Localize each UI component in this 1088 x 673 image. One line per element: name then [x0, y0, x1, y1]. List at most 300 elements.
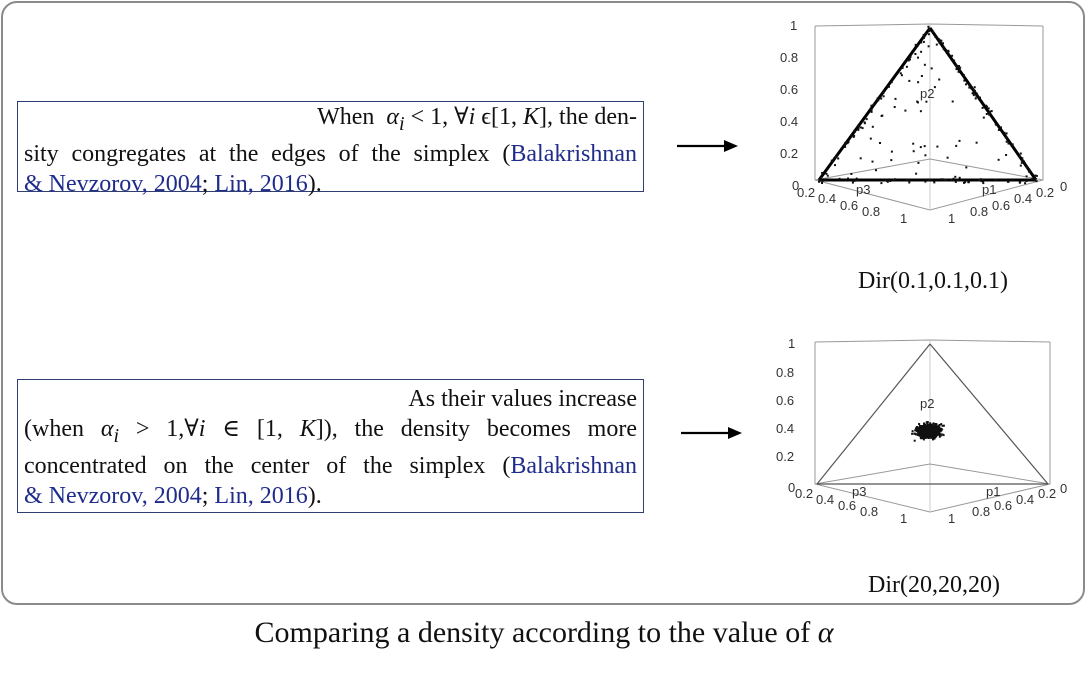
text: ;	[201, 482, 215, 509]
scatter-point	[856, 178, 858, 180]
scatter-point	[919, 429, 921, 431]
scatter-point	[972, 92, 974, 94]
scatter-point	[970, 87, 972, 89]
scatter-point	[1006, 132, 1008, 134]
scatter-point	[908, 182, 910, 184]
scatter-point	[934, 36, 936, 38]
text: ϵ[1,	[475, 104, 524, 130]
citation-link[interactable]: Lin, 2016	[214, 170, 308, 197]
scatter-point	[911, 433, 913, 435]
scatter-point	[936, 430, 938, 432]
scatter-point	[973, 93, 975, 95]
p3-axis-ticks	[797, 185, 907, 226]
tick-label: 0.6	[838, 498, 857, 513]
textbox-line	[24, 481, 637, 511]
scatter-point	[920, 146, 922, 148]
text: concentrated on the center of the simplex (	[24, 452, 511, 479]
variable: K	[299, 416, 316, 442]
scatter-point	[925, 428, 927, 430]
axis-label-p1: p1	[986, 484, 1001, 499]
textbox-line	[24, 102, 637, 139]
tick-label: 0.6	[992, 198, 1011, 213]
axis-label-p3: p3	[852, 484, 867, 499]
scatter-point	[963, 74, 965, 76]
scatter-point	[915, 429, 917, 431]
scatter-point	[1019, 182, 1021, 184]
scatter-point	[916, 426, 918, 428]
scatter-point	[921, 432, 923, 434]
edge-density-textbox	[17, 101, 644, 197]
scatter-point	[834, 164, 836, 166]
scatter-point	[918, 431, 920, 433]
scatter-point	[827, 175, 829, 177]
scatter-point	[919, 425, 921, 427]
scatter-point	[901, 74, 903, 76]
scatter-point	[963, 80, 965, 82]
tick-label: 0	[1060, 179, 1068, 194]
scatter-point	[857, 129, 859, 131]
scatter-point	[1028, 171, 1030, 173]
scatter-point	[877, 99, 879, 101]
scatter-point	[955, 145, 957, 147]
tick-label: 0.6	[994, 498, 1013, 513]
axis-label-p2: p2	[920, 396, 935, 411]
scatter-point	[846, 141, 848, 143]
scatter-point	[988, 114, 990, 116]
citation-link[interactable]: Balakrishnan	[510, 140, 637, 167]
scatter-point	[948, 50, 950, 52]
scatter-point	[932, 31, 934, 33]
dirichlet-label: Dir(20,20,20)	[868, 572, 1000, 598]
scatter-point	[1021, 162, 1023, 164]
scatter-point	[923, 436, 925, 438]
scatter-point	[976, 95, 978, 97]
scatter-point	[959, 67, 961, 69]
scatter-point	[955, 181, 957, 183]
scatter-points	[818, 26, 1038, 184]
scatter-point	[922, 427, 924, 429]
scatter-point	[1031, 178, 1033, 180]
scatter-point	[1005, 154, 1007, 156]
scatter-point	[821, 182, 823, 184]
scatter-point	[906, 179, 908, 181]
scatter-point	[826, 173, 828, 175]
tick-label: 0.8	[780, 50, 799, 65]
scatter-point	[914, 440, 916, 442]
tick-label: 0.4	[776, 421, 795, 436]
scatter-point	[921, 75, 923, 77]
textbox-line	[24, 139, 637, 169]
tick-label: 0.6	[780, 82, 799, 97]
scatter-point	[850, 173, 852, 175]
scatter-point	[923, 423, 925, 425]
tick-label: 0.2	[797, 185, 816, 200]
scatter-point	[818, 181, 820, 183]
tick-label: 0	[788, 480, 796, 495]
scatter-point	[986, 106, 988, 108]
scatter-point	[931, 67, 933, 69]
scatter-point	[871, 111, 873, 113]
scatter-point	[976, 142, 978, 144]
scatter-point	[928, 30, 930, 32]
scatter-point	[947, 157, 949, 159]
scatter-point	[1019, 155, 1021, 157]
subscript: i	[399, 112, 405, 135]
scatter-point	[956, 66, 958, 68]
variable: i	[198, 416, 206, 442]
scatter-point	[942, 434, 944, 436]
scatter-point	[879, 142, 881, 144]
scatter-point	[915, 44, 917, 46]
scatter-point	[906, 66, 908, 68]
scatter-point	[820, 179, 822, 181]
scatter-point	[870, 105, 872, 107]
scatter-point	[847, 178, 849, 180]
scatter-point	[998, 159, 1000, 161]
tick-label: 0.8	[972, 504, 991, 519]
tick-label: 1	[948, 511, 956, 526]
scatter-point	[925, 32, 927, 34]
text: < 1, ∀	[404, 104, 469, 130]
scatter-point	[927, 421, 929, 423]
scatter-point	[940, 423, 942, 425]
tick-label: 1	[900, 211, 908, 226]
scatter-point	[872, 161, 874, 163]
scatter-point	[988, 107, 990, 109]
scatter-point	[909, 58, 911, 60]
simplex-triangle	[819, 28, 1036, 180]
scatter-point	[942, 178, 944, 180]
scatter-point	[974, 86, 976, 88]
scatter-point	[917, 81, 919, 83]
text: As their values increase	[408, 386, 637, 412]
scatter-point	[870, 108, 872, 110]
scatter-point	[908, 80, 910, 82]
scatter-point	[1021, 157, 1023, 159]
scatter-point	[852, 182, 854, 184]
scatter-point	[991, 110, 993, 112]
scatter-point	[940, 40, 942, 42]
scatter-point	[959, 177, 961, 179]
scatter-point	[872, 126, 874, 128]
text: ;	[201, 170, 215, 197]
scatter-point	[975, 92, 977, 94]
scatter-point	[916, 101, 918, 103]
scatter-point	[958, 71, 960, 73]
scatter-point	[923, 36, 925, 38]
scatter-point	[933, 432, 935, 434]
scatter-point	[982, 107, 984, 109]
text: ).	[307, 482, 322, 509]
scatter-point	[995, 124, 997, 126]
variable: K	[523, 104, 540, 130]
scatter-point	[930, 180, 932, 182]
scatter-point	[924, 181, 926, 183]
scatter-point	[870, 138, 872, 140]
scatter-point	[928, 33, 930, 35]
simplex-triangle	[817, 344, 1048, 484]
textbox-line	[24, 414, 637, 451]
textbox-line	[24, 451, 637, 481]
scatter-point	[942, 42, 944, 44]
scatter-point	[965, 166, 967, 168]
scatter-point	[1036, 180, 1038, 182]
scatter-point	[885, 179, 887, 181]
scatter-point	[952, 101, 954, 103]
scatter-point	[998, 129, 1000, 131]
dirichlet-concentrated-scatter-plot	[770, 332, 1080, 532]
scatter-point	[860, 157, 862, 159]
scatter-point	[920, 42, 922, 44]
scatter-point	[950, 179, 952, 181]
scatter-point	[1012, 143, 1014, 145]
scatter-point	[917, 162, 919, 164]
scatter-point	[837, 158, 839, 160]
scatter-point	[862, 127, 864, 129]
scatter-point	[936, 146, 938, 148]
tick-label: 0	[1060, 481, 1068, 496]
tick-label: 0.4	[816, 492, 835, 507]
scatter-point	[857, 125, 859, 127]
scatter-point	[978, 179, 980, 181]
scatter-point	[933, 426, 935, 428]
scatter-point	[904, 110, 906, 112]
alpha-symbol: α	[817, 616, 834, 649]
scatter-point	[821, 172, 823, 174]
text: ]), the density becomes more	[315, 416, 637, 442]
scatter-point	[924, 434, 926, 436]
p1-axis-ticks	[948, 179, 1067, 226]
scatter-point	[928, 28, 930, 30]
text: > 1,∀	[119, 416, 199, 442]
scatter-point	[881, 115, 883, 117]
scatter-point	[888, 86, 890, 88]
axis-label-p1: p1	[982, 182, 997, 197]
scatter-point	[928, 429, 930, 431]
scatter-point	[880, 98, 882, 100]
scatter-point	[835, 156, 837, 158]
figure-caption	[0, 616, 1088, 650]
scatter-point	[965, 83, 967, 85]
scatter-point	[923, 41, 925, 43]
citation-link[interactable]: Balakrishnan	[510, 452, 637, 479]
scatter-point	[931, 428, 933, 430]
scatter-point	[936, 44, 938, 46]
scatter-point	[925, 101, 927, 103]
citation-link[interactable]: & Nevzorov, 2004	[24, 482, 202, 509]
scatter-point	[940, 430, 942, 432]
tick-label: 0.2	[1036, 185, 1055, 200]
scatter-point	[937, 425, 939, 427]
tick-label: 1	[788, 336, 796, 351]
p2-axis-ticks	[776, 336, 795, 495]
scatter-point	[1020, 165, 1022, 167]
scatter-point	[940, 428, 942, 430]
scatter-point	[918, 423, 920, 425]
scatter-point	[874, 103, 876, 105]
scatter-point	[959, 69, 961, 71]
scatter-point	[853, 136, 855, 138]
scatter-point	[913, 150, 915, 152]
scatter-point	[902, 67, 904, 69]
scatter-point	[1026, 166, 1028, 168]
scatter-point	[887, 181, 889, 183]
scatter-point	[912, 143, 914, 145]
tick-label: 1	[900, 511, 908, 526]
scatter-point	[889, 180, 891, 182]
tick-label: 0.8	[860, 504, 879, 519]
scatter-point	[882, 92, 884, 94]
scatter-point	[921, 434, 923, 436]
scatter-point	[929, 422, 931, 424]
scatter-point	[844, 144, 846, 146]
scatter-point	[951, 55, 953, 57]
variable: i	[468, 104, 476, 130]
tick-label: 0.2	[780, 146, 799, 161]
scatter-point	[848, 141, 850, 143]
scatter-point	[924, 154, 926, 156]
scatter-point	[891, 151, 893, 153]
tick-label: 1	[790, 18, 798, 33]
dirichlet-label: Dir(0.1,0.1,0.1)	[858, 268, 1008, 294]
text: ).	[307, 170, 322, 197]
scatter-point	[1005, 137, 1007, 139]
scatter-point	[1036, 175, 1038, 177]
tick-label: 0.4	[1014, 191, 1033, 206]
scatter-point	[900, 72, 902, 74]
scatter-point	[875, 169, 877, 171]
scatter-point	[981, 179, 983, 181]
text: When	[317, 104, 375, 130]
scatter-point	[968, 87, 970, 89]
textbox-line	[24, 169, 637, 199]
scatter-point	[943, 48, 945, 50]
scatter-point	[986, 113, 988, 115]
scatter-point	[995, 179, 997, 181]
scatter-point	[943, 46, 945, 48]
scatter-point	[927, 26, 929, 28]
scatter-point	[839, 178, 841, 180]
scatter-point	[935, 436, 937, 438]
scatter-point	[910, 56, 912, 58]
tick-label: 0.6	[776, 393, 795, 408]
scatter-point	[1008, 181, 1010, 183]
scatter-point	[939, 436, 941, 438]
right-arrow-icon	[680, 423, 744, 443]
scatter-point	[894, 178, 896, 180]
tick-label: 0.2	[1038, 486, 1057, 501]
scatter-point	[928, 45, 930, 47]
scatter-point	[920, 51, 922, 53]
scatter-point	[973, 89, 975, 91]
scatter-point	[890, 159, 892, 161]
text: sity congregates at the edges of the simplex (	[24, 140, 511, 167]
scatter-point	[924, 64, 926, 66]
scatter-point	[927, 424, 929, 426]
scatter-point	[1026, 175, 1028, 177]
scatter-point	[858, 127, 860, 129]
axis-label-p2: p2	[920, 86, 935, 101]
scatter-point	[880, 182, 882, 184]
citation-link[interactable]: Lin, 2016	[214, 482, 308, 509]
scatter-point	[860, 126, 862, 128]
scatter-point	[924, 145, 926, 147]
scatter-point	[914, 53, 916, 55]
scatter-point	[925, 431, 927, 433]
scatter-point	[939, 433, 941, 435]
scatter-point	[954, 176, 956, 178]
tick-label: 0.6	[840, 198, 859, 213]
tick-label: 1	[948, 211, 956, 226]
scatter-point	[824, 179, 826, 181]
text: ], the den-	[539, 104, 637, 130]
scatter-point	[929, 434, 931, 436]
scatter-point	[938, 79, 940, 81]
tick-label: 0.8	[776, 365, 795, 380]
scatter-point	[920, 110, 922, 112]
scatter-point	[959, 140, 961, 142]
p2-axis-ticks	[780, 18, 799, 193]
scatter-point	[1008, 142, 1010, 144]
scatter-point	[914, 433, 916, 435]
scatter-point	[894, 106, 896, 108]
tick-label: 0.2	[776, 449, 795, 464]
scatter-point	[1006, 141, 1008, 143]
scatter-point	[912, 430, 914, 432]
scatter-point	[933, 181, 935, 183]
subscript: i	[113, 424, 119, 447]
scatter-point	[923, 34, 925, 36]
scatter-point	[895, 98, 897, 100]
scatter-point	[1034, 178, 1036, 180]
scatter-point	[1000, 126, 1002, 128]
tick-label: 0.4	[818, 191, 837, 206]
scatter-point	[927, 434, 929, 436]
axis-label-p3: p3	[856, 182, 871, 197]
scatter-point	[956, 68, 958, 70]
tick-label: 0.4	[1016, 492, 1035, 507]
scatter-point	[979, 97, 981, 99]
center-density-textbox	[17, 379, 644, 513]
scatter-point	[983, 117, 985, 119]
caption-text: Comparing a density according to the value of	[254, 616, 818, 649]
scatter-point	[844, 146, 846, 148]
scatter-point	[920, 427, 922, 429]
scatter-point	[1020, 153, 1022, 155]
alpha-symbol: α	[386, 104, 400, 130]
scatter-point	[917, 44, 919, 46]
scatter-point	[969, 85, 971, 87]
scatter-point	[1021, 159, 1023, 161]
scatter-point	[921, 429, 923, 431]
text: (when	[24, 416, 101, 442]
citation-link[interactable]: & Nevzorov, 2004	[24, 170, 202, 197]
tick-label: 0.4	[780, 114, 799, 129]
scatter-point	[944, 179, 946, 181]
tick-label: 0.2	[795, 486, 814, 501]
scatter-point	[1024, 162, 1026, 164]
scatter-point	[864, 122, 866, 124]
scatter-point	[908, 180, 910, 182]
scatter-point	[883, 95, 885, 97]
scatter-point	[850, 134, 852, 136]
scatter-point	[953, 60, 955, 62]
scatter-point	[922, 425, 924, 427]
scatter-point	[1026, 180, 1028, 182]
scatter-point	[967, 181, 969, 183]
scatter-point	[891, 81, 893, 83]
scatter-point	[831, 160, 833, 162]
